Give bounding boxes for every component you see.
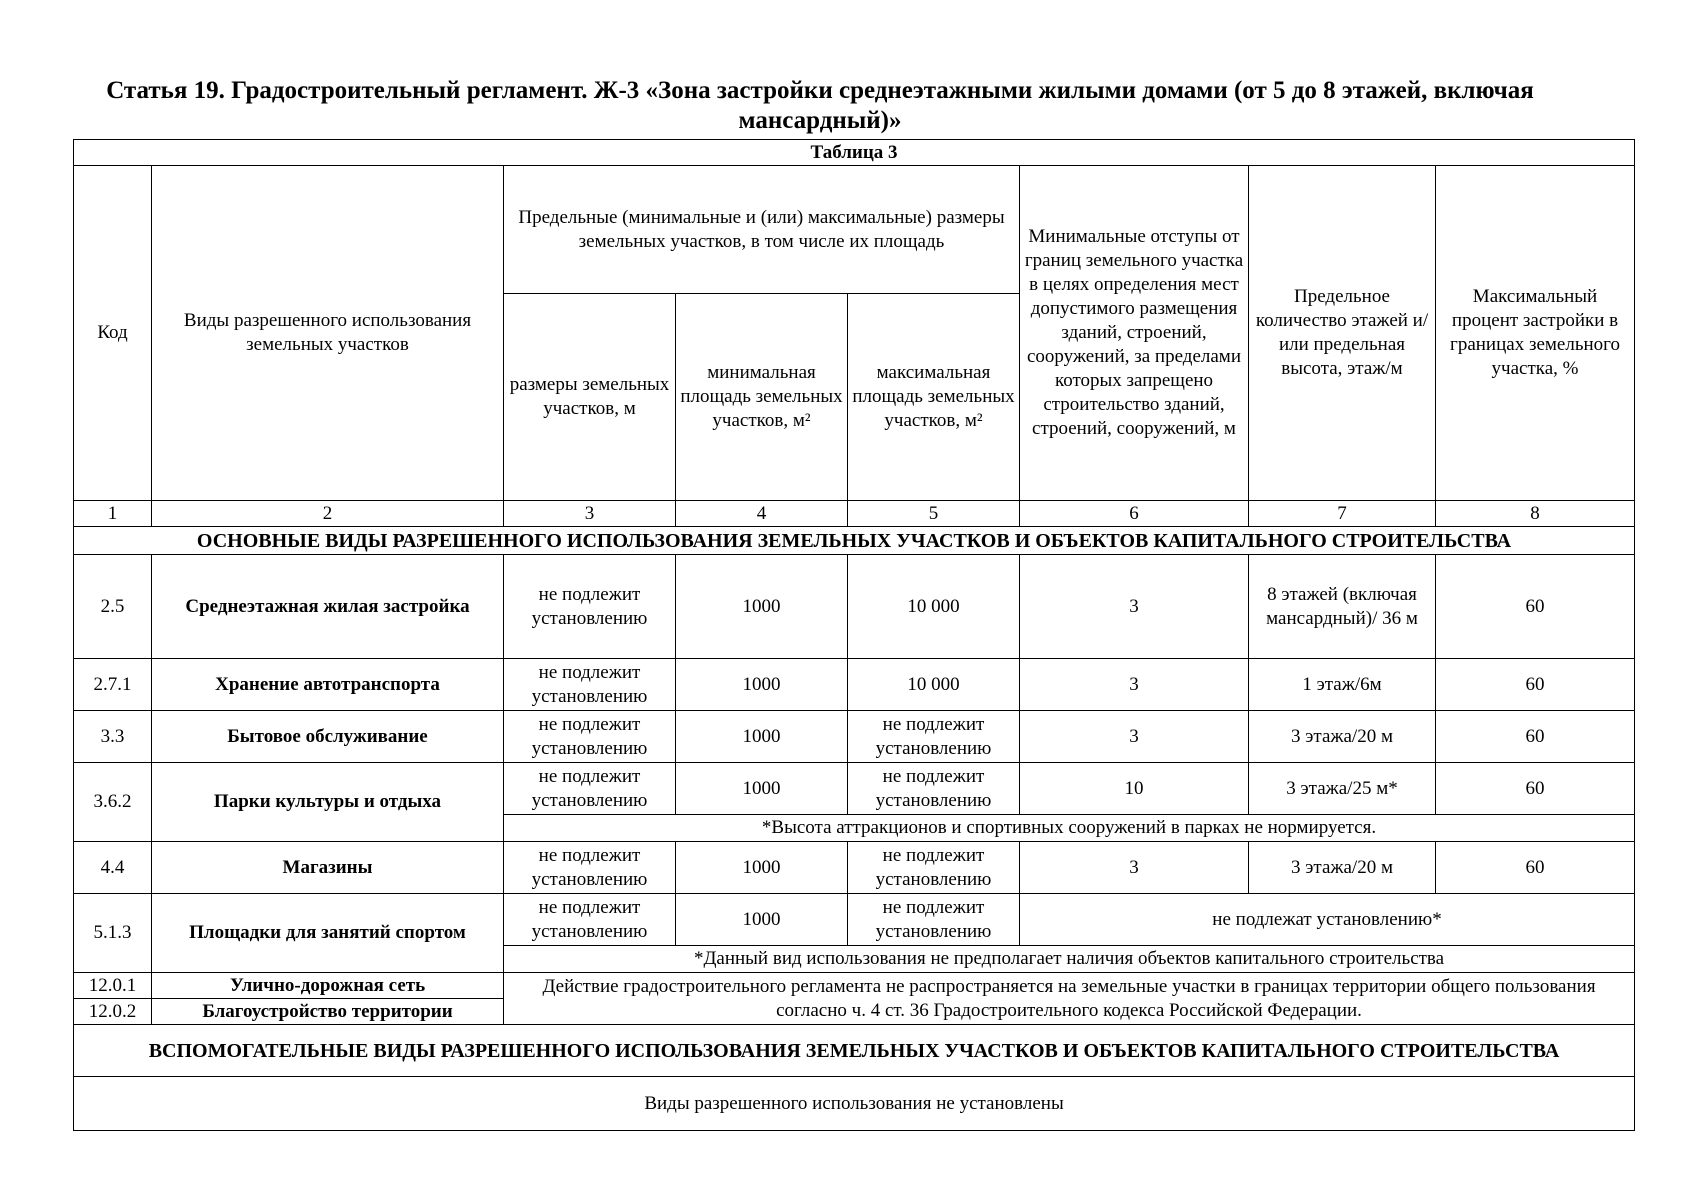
row-footnote: *Данный вид использования не предполагает наличия объектов капитального строительства <box>504 946 1635 973</box>
row-max-area: не подлежит установлению <box>848 763 1020 815</box>
row-setback: 3 <box>1020 842 1249 894</box>
row-dims: не подлежит установлению <box>504 763 676 815</box>
table-row <box>74 894 1635 946</box>
row-setback: 3 <box>1020 555 1249 659</box>
header-min-setbacks: Минимальные отступы от границ земельного участка в целях определения мест допустимого размещения зданий, строений, сооружений, за пределами которых запрещено строительство зданий, строений, сооружений, м <box>1020 166 1249 501</box>
row-floors: 3 этажа/20 м <box>1249 842 1436 894</box>
row-merged-value: не подлежат установлению* <box>1020 894 1635 946</box>
table-label: Таблица 3 <box>74 140 1635 166</box>
row-coverage: 60 <box>1436 555 1635 659</box>
header-min-area: минимальная площадь земельных участков, м² <box>676 294 848 501</box>
row-code: 12.0.2 <box>74 999 152 1025</box>
column-number: 5 <box>848 501 1020 527</box>
row-floors: 3 этажа/20 м <box>1249 711 1436 763</box>
row-dims: не подлежит установлению <box>504 711 676 763</box>
row-dims: не подлежит установлению <box>504 659 676 711</box>
header-plot-dimensions: размеры земельных участков, м <box>504 294 676 501</box>
column-number: 6 <box>1020 501 1249 527</box>
row-name: Площадки для занятий спортом <box>152 894 504 973</box>
row-min-area: 1000 <box>676 711 848 763</box>
row-min-area: 1000 <box>676 894 848 946</box>
row-floors: 8 этажей (включая мансардный)/ 36 м <box>1249 555 1436 659</box>
row-dims: не подлежит установлению <box>504 894 676 946</box>
row-dims: не подлежит установлению <box>504 555 676 659</box>
header-max-floors: Предельное количество этажей и/или предельная высота, этаж/м <box>1249 166 1436 501</box>
header-plot-sizes: Предельные (минимальные и (или) максимальные) размеры земельных участков, в том числе их площадь <box>504 166 1020 294</box>
table-row <box>74 555 1635 659</box>
row-name: Хранение автотранспорта <box>152 659 504 711</box>
column-number: 1 <box>74 501 152 527</box>
row-max-area: 10 000 <box>848 555 1020 659</box>
row-coverage: 60 <box>1436 763 1635 815</box>
table-row <box>74 763 1635 815</box>
column-number: 3 <box>504 501 676 527</box>
row-min-area: 1000 <box>676 842 848 894</box>
row-coverage: 60 <box>1436 842 1635 894</box>
header-max-coverage: Максимальный процент застройки в границах земельного участка, % <box>1436 166 1635 501</box>
header-max-area: максимальная площадь земельных участков, м² <box>848 294 1020 501</box>
row-setback: 3 <box>1020 711 1249 763</box>
row-code: 2.7.1 <box>74 659 152 711</box>
row-min-area: 1000 <box>676 659 848 711</box>
exempt-text: Действие градостроительного регламента не распространяется на земельные участки в границах территории общего пользования согласно ч. 4 ст. 36 Градостроительного кодекса Российской Федерации. <box>504 973 1635 1025</box>
aux-text: Виды разрешенного использования не установлены <box>74 1077 1635 1131</box>
column-number: 7 <box>1249 501 1436 527</box>
row-min-area: 1000 <box>676 555 848 659</box>
row-name: Благоустройство территории <box>152 999 504 1025</box>
row-code: 2.5 <box>74 555 152 659</box>
row-max-area: не подлежит установлению <box>848 842 1020 894</box>
header-use-type: Виды разрешенного использования земельных участков <box>152 166 504 501</box>
row-setback: 10 <box>1020 763 1249 815</box>
row-dims: не подлежит установлению <box>504 842 676 894</box>
column-number: 8 <box>1436 501 1635 527</box>
column-number: 2 <box>152 501 504 527</box>
row-code: 3.6.2 <box>74 763 152 842</box>
row-setback: 3 <box>1020 659 1249 711</box>
table-row <box>74 659 1635 711</box>
row-coverage: 60 <box>1436 711 1635 763</box>
row-min-area: 1000 <box>676 763 848 815</box>
header-code: Код <box>74 166 152 501</box>
regulation-table <box>73 139 1635 1131</box>
row-name: Среднеэтажная жилая застройка <box>152 555 504 659</box>
row-coverage: 60 <box>1436 659 1635 711</box>
row-max-area: не подлежит установлению <box>848 894 1020 946</box>
row-code: 12.0.1 <box>74 973 152 999</box>
row-name: Парки культуры и отдыха <box>152 763 504 842</box>
row-footnote: *Высота аттракционов и спортивных сооружений в парках не нормируется. <box>504 815 1635 842</box>
row-max-area: не подлежит установлению <box>848 711 1020 763</box>
row-code: 5.1.3 <box>74 894 152 973</box>
row-max-area: 10 000 <box>848 659 1020 711</box>
column-number: 4 <box>676 501 848 527</box>
row-floors: 1 этаж/6м <box>1249 659 1436 711</box>
column-numbers-row <box>74 501 1635 527</box>
row-name: Бытовое обслуживание <box>152 711 504 763</box>
row-code: 3.3 <box>74 711 152 763</box>
row-name: Магазины <box>152 842 504 894</box>
row-floors: 3 этажа/25 м* <box>1249 763 1436 815</box>
table-row <box>74 711 1635 763</box>
main-section-heading: ОСНОВНЫЕ ВИДЫ РАЗРЕШЕННОГО ИСПОЛЬЗОВАНИЯ ЗЕМЕЛЬНЫХ УЧАСТКОВ И ОБЪЕКТОВ КАПИТАЛЬНОГО СТРОИТЕЛЬСТВА <box>74 527 1635 555</box>
table-row <box>74 973 1635 999</box>
row-code: 4.4 <box>74 842 152 894</box>
row-name: Улично-дорожная сеть <box>152 973 504 999</box>
page-title: Статья 19. Градостроительный регламент. Ж-3 «Зона застройки среднеэтажными жилыми домами (от 5 до 8 этажей, включая мансардный)» <box>106 77 1534 134</box>
table-row <box>74 842 1635 894</box>
aux-section-heading: ВСПОМОГАТЕЛЬНЫЕ ВИДЫ РАЗРЕШЕННОГО ИСПОЛЬЗОВАНИЯ ЗЕМЕЛЬНЫХ УЧАСТКОВ И ОБЪЕКТОВ КАПИТАЛЬНОГО СТРОИТЕЛЬСТВА <box>74 1025 1635 1077</box>
